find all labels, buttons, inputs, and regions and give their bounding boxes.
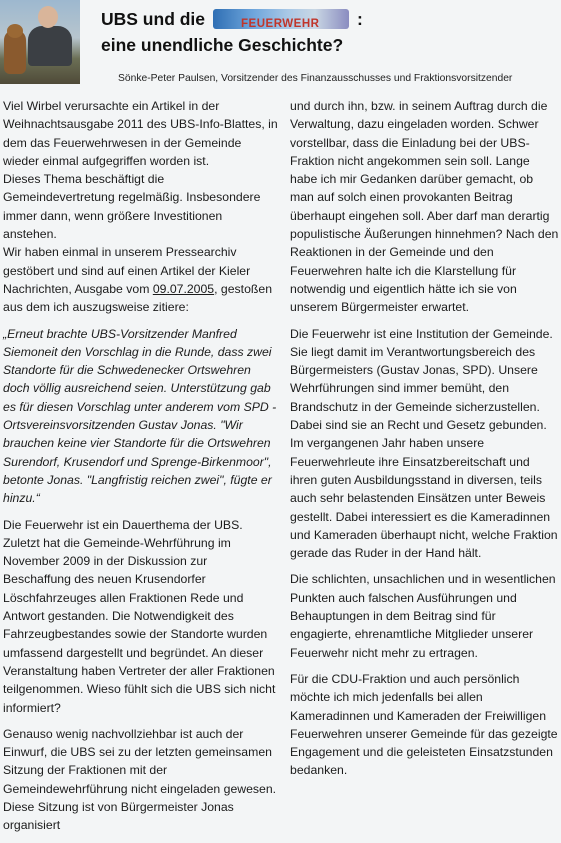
left-paragraph-4: Die Feuerwehr ist ein Dauerthema der UBS. Zuletzt hat die Gemeinde-Wehrführung im November 2009 in der Diskussion zur Beschaffung des neuen Krusendorfer Löschfahrzeuges allen Fraktionen Rede und Antwort gestanden. Die Notwendigkeit des Fahrzeugbestandes sowie der Standorte wurden umfassend dargestellt und begründet. An dieser Veranstaltung haben Vertreter der aller Fraktionen teilgenommen. Wieso fühlt sich die UBS sich nicht informiert? bbox=[3, 517, 276, 715]
author-byline: Sönke-Peter Paulsen, Vorsitzender des Finanzausschusses und Fraktionsvorsitzender bbox=[118, 73, 513, 84]
right-paragraph-3: Die schlichten, unsachlichen und in wesentlichen Punkten auch falschen Ausführungen und Behauptungen in dem Beitrag sind für engagierte, ehrenamtliche Mitglieder unserer Feuerwehr nicht mehr zu ertragen. bbox=[290, 572, 556, 660]
title-line2: eine unendliche Geschichte? bbox=[101, 35, 344, 55]
left-paragraph-1: Viel Wirbel verursachte ein Artikel in der Weihnachtsausgabe 2011 des UBS-Info-Blattes, in dem das Feuerwehrwesen in der Gemeinde wieder einmal aufgegriffen worden ist. bbox=[3, 99, 278, 168]
press-quote: „Erneut brachte UBS-Vorsitzender Manfred Siemoneit den Vorschlag in die Runde, dass zwei Standorte für die Schwedenecker Ortswehren doch völlig ausreichend seien. Unterstützung gab es für diesen Vorschlag unter anderem vom SPD -Ortsvereinsvorsitzenden Gustav Jonas. "Wir brauchen keine vier Standorte für die Ortswehren Surendorf, Krusendorf und Sprenge-Birkenmoor", betonte Jonas. "Langfristig reichen zwei", fügte er hinzu.“ bbox=[3, 326, 277, 506]
article-date: 09.07.2005 bbox=[152, 281, 215, 296]
left-paragraph-2: Dieses Thema beschäftigt die Gemeindevertretung regelmäßig. Insbesondere immer dann, wenn größere Investitionen anstehen. bbox=[3, 172, 261, 242]
title-part1: UBS und die bbox=[101, 9, 206, 29]
left-paragraph-3-a: Wir haben einmal in unserem Pressearchiv gestöbert und sind auf einen Artikel der Kieler Nachrichten, Ausgabe vom bbox=[3, 245, 251, 296]
left-paragraph-3-b: , gestoßen aus dem ich auszugsweise zitiere: bbox=[3, 281, 273, 315]
left-paragraph-5: Genauso wenig nachvollziehbar ist auch der Einwurf, die UBS sei zu der letzten gemeinsamen Sitzung der Fraktionen mit der Gemeindewehrführung nicht eingeladen gewesen. Diese Sitzung ist von Bürgermeister Jonas organisiert bbox=[3, 726, 277, 833]
title-colon: : bbox=[357, 9, 363, 29]
right-paragraph-4: Für die CDU-Fraktion und auch persönlich möchte ich mich jedenfalls bei allen Kameradinnen und Kameraden der Freiwilligen Feuerwehren unserer Gemeinde für das gezeigte Engagement und die geleisteten Einsatzstunden bedanken. bbox=[290, 671, 558, 778]
left-paragraph-3 bbox=[3, 243, 278, 316]
right-column bbox=[290, 97, 560, 788]
right-paragraph-1: und durch ihn, bzw. in seinem Auftrag durch die Verwaltung, dazu eingeladen worden. Schwer vorstellbar, dass die Einladung bei der UBS-Fraktion nicht angekommen sein soll. Lange habe ich mir Gedanken darüber gemacht, ob man auf solch einen provokanten Beitrag überhaupt eingehen soll. Aber darf man derartig populistische Äußerungen hinnehmen? Nach den Reaktionen in der Gemeinde und den Feuerwehren halte ich die Klarstellung für notwendig und eigentlich hätte ich sie von unserem Bürgermeister erwartet. bbox=[290, 99, 559, 315]
author-photo bbox=[0, 0, 80, 84]
article-title bbox=[101, 6, 541, 58]
left-column bbox=[3, 97, 278, 843]
feuerwehr-logo bbox=[213, 9, 349, 29]
article-header bbox=[0, 0, 561, 92]
right-paragraph-2: Die Feuerwehr ist eine Institution der Gemeinde. Sie liegt damit im Verantwortungsbereich des Bürgermeisters (Gustav Jonas, SPD). Unsere Wehrführungen sind immer bemüht, den Brandschutz in der Gemeinde sicherzustellen. Dabei sind sie an Recht und Gesetz gebunden. Im vergangenen Jahr haben unsere Feuerwehrleute ihre Einsatzbereitschaft und ihren guten Ausbildungsstand in diversen, teils auch sehr belastenden Einsätzen unter Beweis gestellt. Dabei interessiert es die Kameradinnen und Kameraden überhaupt nicht, welche Fraktion gerade das Ruder in der Hand hält. bbox=[290, 326, 558, 561]
feuerwehr-logo-text: FEUERWEHR bbox=[241, 18, 320, 30]
